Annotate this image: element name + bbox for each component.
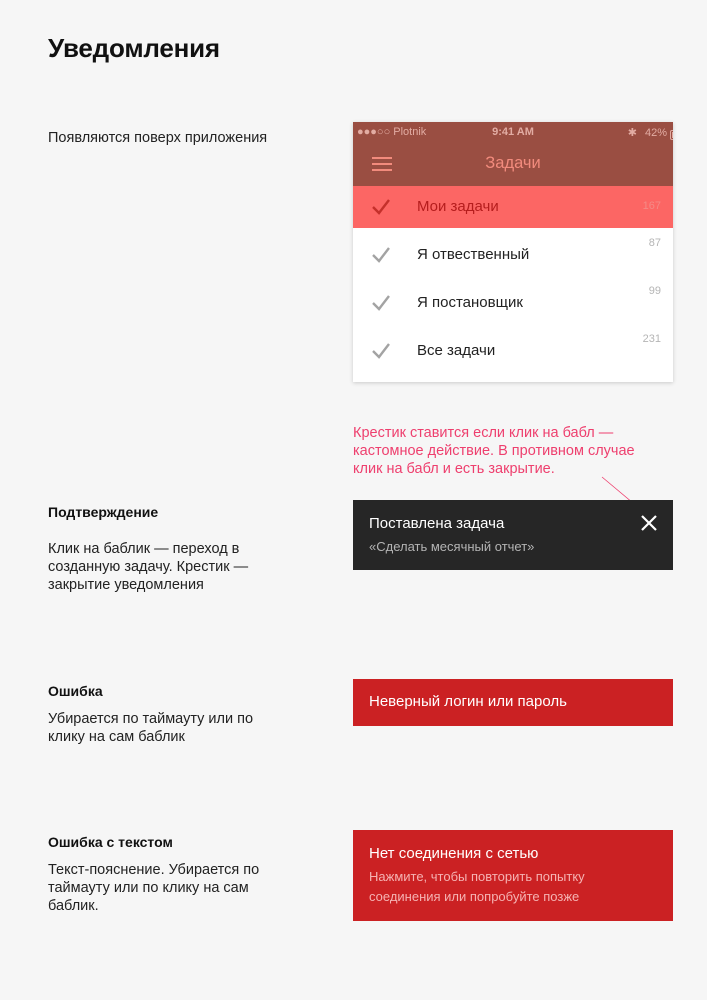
menu-item-label: Все задачи [417,342,496,359]
status-bar [353,122,673,142]
toast-subtitle: «Сделать месячный отчет» [369,539,535,554]
menu-item-label: Я отвественный [417,246,530,263]
check-icon [371,342,391,360]
toast-subtitle: Нажмите, чтобы повторить попытку соединения или попробуйте позже [369,869,585,904]
page-title: Уведомления [48,33,220,63]
overlay-description: Появляются поверх приложения [48,130,268,146]
check-icon [371,294,391,312]
battery-percent: 42% [644,127,667,139]
phone-mockup [353,122,673,382]
nav-title: Задачи [485,154,541,172]
confirmation-heading: Подтверждение [48,504,159,520]
annotation-note: Крестик ставится если клик на бабл — кастомное действие. В противном случае клик на бабл и есть закрытие. [353,425,635,477]
menu-item-assigner[interactable] [353,282,673,324]
phone-header [353,122,673,186]
menu-item-count: 87 [648,237,661,249]
error-text-description: Текст-пояснение. Убирается по таймауту или по клику на сам баблик. [48,862,260,914]
status-time: 9:41 AM [492,126,534,138]
menu-item-count: 231 [642,333,661,345]
menu-item-count: 99 [648,285,661,297]
menu-item-all-tasks[interactable] [353,330,673,372]
menu-item-my-tasks[interactable] [353,186,673,228]
toast-title: Поставлена задача [369,515,505,532]
error-text-heading: Ошибка с текстом [48,834,173,850]
menu-item-label: Я постановщик [417,294,523,311]
error-description: Убирается по таймауту или по клику на сам баблик [48,711,254,745]
check-icon [371,246,391,264]
error-text-toast[interactable] [353,830,673,921]
error-toast[interactable] [353,679,673,726]
carrier-label: ●●●○○ Plotnik [357,126,427,138]
error-heading: Ошибка [48,683,103,699]
toast-title: Нет соединения с сетью [369,845,539,862]
confirmation-toast[interactable] [353,500,673,570]
toast-title: Неверный логин или пароль [369,693,567,710]
menu-item-label: Мои задачи [417,198,499,215]
check-icon [371,198,391,216]
battery-indicator [628,126,667,139]
menu-item-count: 167 [642,200,661,212]
close-icon[interactable] [639,513,659,533]
battery-icon [670,130,673,140]
bluetooth-icon: ✱ [627,127,637,139]
menu-item-responsible[interactable] [353,234,673,276]
confirmation-description: Клик на баблик — переход в созданную задачу. Крестик — закрытие уведомления [48,541,249,593]
